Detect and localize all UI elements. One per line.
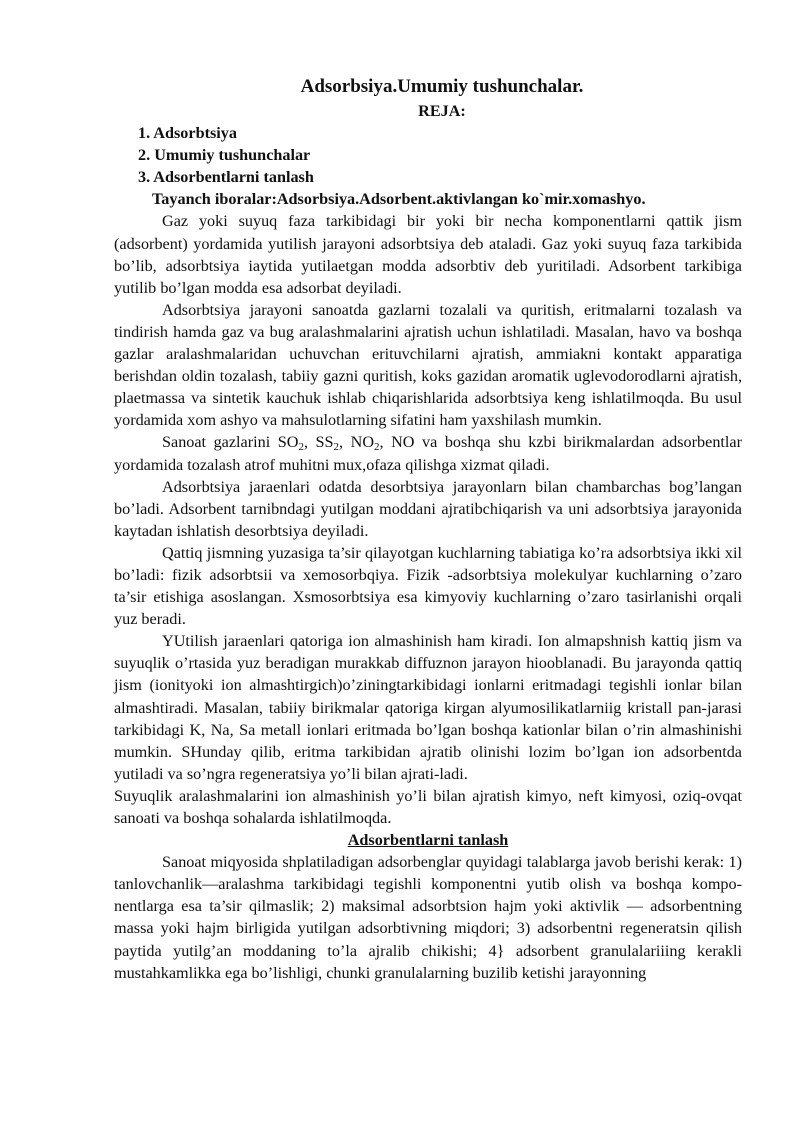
paragraph-desorption: Adsorbtsiya jaraenlari odatda desorbtsiya jarayonlarn bilan chambarchas bog’langan bo’ladi. Adsorbent tarnibndagi yutilgan moddani ajratibchiqarish va uni adsorbtsiya jarayonida kaytadan ishlatish desorbtsiya deyiladi. xyxy=(114,477,742,540)
keywords-line: Tayanch iboralar:Adsorbsiya.Adsorbent.aktivlangan ko`mir.xomashyo. xyxy=(152,190,646,209)
paragraph-industrial-use: Adsorbtsiya jarayoni sanoatda gazlarni tozalali va quritish, eritmalarni tozalash va tindirish hamda gaz va bug aralashmalarini ajratish uchun ishlatiladi. Masalan, havo va boshqa gazlar aralashmalaridan uchuvchan erituvchilarni ajratish, ammiakni kontakt apparatiga berishdan oldin tozalash, tabiiy gazni quritish, koks gazidan aromatik uglevodorodlarni ajratish, plaetmassa va sintetik kauchuk ishlab chiqarishlarida adsorbtsiya keng ishlatilmoqda. Bu usul yordamida xom ashyo va mahsulotlarning sifatini ham yaxshilash mumkin. xyxy=(114,300,742,430)
paragraph-ion-exchange: YUtilish jaraenlari qatoriga ion almashinish ham kiradi. Ion almapshnish kattiq jism va suyuqlik o’rtasida yuz beradigan murakkab diffuznon jarayon hiooblanadi. Bu jarayonda qattiq jism (ionityoki ion almashtirgich)o’ziningtarkibidagi ionlarni eritmadagi tegishli ionlar bilan almashtiradi. Masalan, tabiiy birikmalar qatoriga kirgan alyumosilikatlarniig kristall pan-jarasi tarkibidagi K, Na, Sa metall ionlari eritmada bo’lgan boshqa kationlar bilan o’rin almashinishi mumkin. SHunday qilib, eritma tarkibidan ajratib olinishi lozim bo’lgan ion adsorbentda yutiladi va so’ngra regeneratsiya yo’li bilan ajrati-ladi. xyxy=(114,632,742,783)
document-title: Adsorbsiya.Umumiy tushunchalar. xyxy=(300,76,584,97)
paragraph-definition: Gaz yoki suyuq faza tarkibidagi bir yoki bir necha komponentlarni qattik jism (adsorbent) yordamida yutilish jarayoni adsorbtsiya deb ataladi. Gaz yoki suyuq faza tarkibida bo’lib, adsorbtsiya iaytida yutilaetgan modda adsorbtiv deb yuritiladi. Adsorbent tarkibiga yutilib bo’lgan modda esa adsorbat deyiladi. xyxy=(114,212,742,297)
document-body xyxy=(114,74,742,984)
plan-item: 3. Adsorbentlarni tanlash xyxy=(138,168,314,187)
text-run: Sanoat gazlarini SO xyxy=(162,433,299,452)
subscript: 2 xyxy=(333,441,340,454)
text-run: , NO va boshqa shu kzbi birikmalardan adsorbentlar yordamida tozalash atrof muhitni mux,ofaza qilishga xizmat qiladi. xyxy=(114,433,742,474)
paragraph-applications: Suyuqlik aralashmalarini ion almashinish yo’li bilan ajratish kimyo, neft kimyosi, oziq-ovqat sanoati va boshqa sohalarda ishlatilmoqda. xyxy=(114,786,742,827)
plan-list xyxy=(114,122,742,188)
paragraph-industrial-gases xyxy=(114,431,742,475)
subscript: 2 xyxy=(298,441,304,454)
paragraph-physical-chemisorption: Qattiq jismning yuzasiga ta’sir qilayotgan kuchlarning tabiatiga ko’ra adsorbtsiya ikki xil bo’ladi: fizik adsorbtsii va xemosorbqiya. Fizik -adsorbtsiya molekulyar kuchlarning o’zaro ta’sir etishiga asoslangan. Xsmosorbtsiya esa kimyoviy kuchlarning o’zaro tasirlanishi orqali yuz beradi. xyxy=(114,543,742,629)
plan-heading: REJA: xyxy=(418,102,466,120)
section-heading: Adsorbentlarni tanlash xyxy=(347,831,509,850)
plan-item: 2. Umumiy tushunchalar xyxy=(138,146,311,165)
paragraph-requirements: Sanoat miqyosida shplatiladigan adsorbenglar quyidagi talablarga javob berishi kerak: 1) tanlovchanlik—aralashma tarkibidagi tegishli komponentni yutib olish va boshqa kompo-nentlarga esa ta’sir qilmaslik; 2) maksimal adsorbtsion hajm yoki aktivlik — adsorbentning massa yoki hajm birligida yutilgan adsorbtivning miqdori; 3) adsorbentni regeneratsin qilish paytida yutilg’an moddaning to’la ajralib chikishi; 4} adsorbent granulalariiing kerakli mustahkamlikka ega bo’lishligi, chunki granulalarning buzilib ketishi jarayonning xyxy=(114,853,742,982)
plan-item: 1. Adsorbtsiya xyxy=(138,124,237,143)
text-run: , NO xyxy=(339,433,375,452)
subscript: 2 xyxy=(374,441,380,454)
text-run: , SS xyxy=(303,433,334,452)
